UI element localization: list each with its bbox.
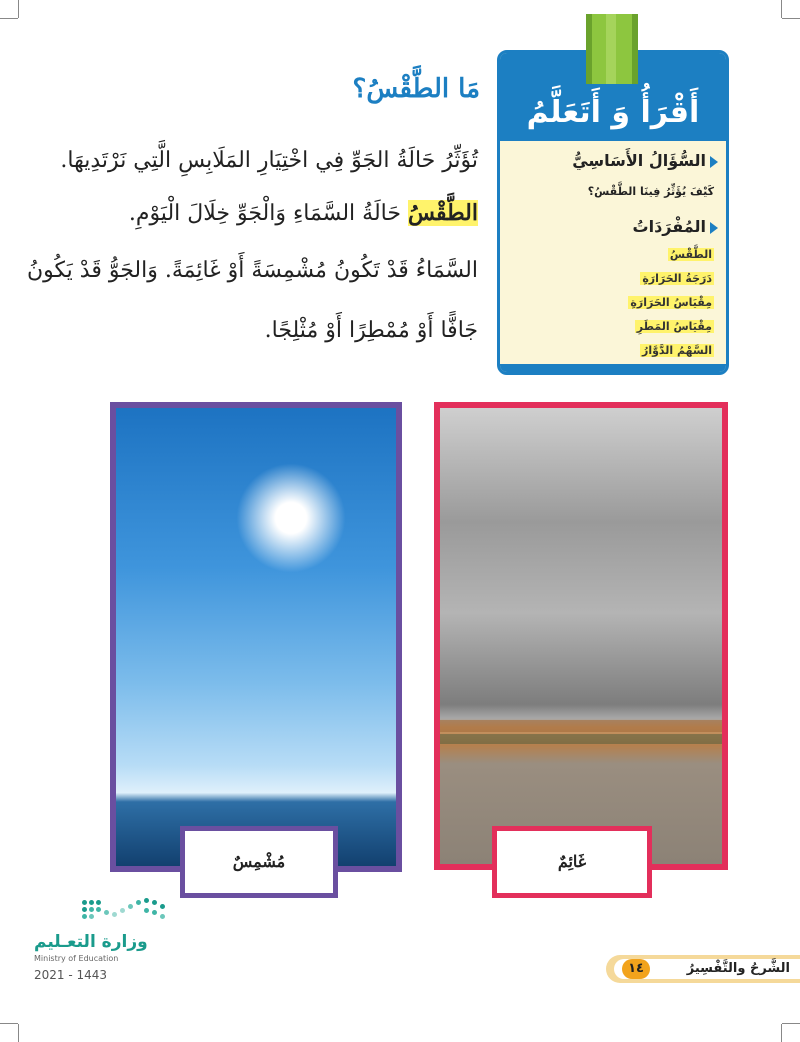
essential-question-text: كَيْفَ يُؤَثِّرُ فِينَا الطَّقْسُ؟ xyxy=(587,185,714,198)
dune-strip xyxy=(440,720,722,732)
sun-icon xyxy=(236,463,346,573)
vocabulary-heading: المُفْرَدَاتُ xyxy=(633,217,718,236)
vocabulary-item: مِقْيَاسُ الحَرَارَةِ xyxy=(630,296,712,309)
read-and-learn-box xyxy=(497,50,729,375)
vocabulary-item: دَرَجَةُ الحَرَارَةِ xyxy=(642,272,712,285)
ministry-name-english: Ministry of Education xyxy=(34,954,119,963)
cloudy-photo xyxy=(434,402,728,870)
academic-year: 2021 - 1443 xyxy=(34,968,108,982)
crop-mark xyxy=(781,1024,782,1042)
page-number: ١٤ xyxy=(622,959,650,979)
triangle-bullet-icon xyxy=(710,156,718,168)
paragraph-line: السَّمَاءُ قَدْ تَكُونُ مُشْمِسَةً أَوْ غَائِمَةً. وَالجَوُّ قَدْ يَكُونُ xyxy=(27,258,478,283)
shrub-strip xyxy=(440,734,722,744)
paragraph-line: تُؤَثِّرُ حَالَةُ الجَوِّ فِي اخْتِيَارِ المَلَابِسِ الَّتِي نَرْتَدِيهَا. xyxy=(60,148,478,173)
definition-line xyxy=(129,200,478,226)
crop-mark xyxy=(0,1023,18,1024)
crop-mark xyxy=(782,1023,800,1024)
essential-question-heading: السُّؤَالُ الأَسَاسِيُّ xyxy=(572,151,718,170)
ministry-name-arabic: وزارة التعـليم xyxy=(34,932,148,952)
vocabulary-item: السَّهْمُ الدَّوَّارُ xyxy=(641,344,712,357)
read-and-learn-title: أَقْرَأُ وَ أَتَعَلَّمُ xyxy=(526,95,700,130)
ministry-logo-icon xyxy=(82,896,172,926)
sunny-label: مُشْمِسٌ xyxy=(180,826,338,898)
highlighted-term: الطَّقْسُ xyxy=(407,200,478,226)
learn-box-bottom-bar xyxy=(500,364,726,372)
crop-mark xyxy=(781,0,782,18)
section-heading: مَا الطَّقْسُ؟ xyxy=(352,74,480,104)
crop-mark xyxy=(18,1024,19,1042)
crop-mark xyxy=(18,0,19,18)
sunny-photo xyxy=(110,402,402,872)
cloudy-label: غَائِمٌ xyxy=(492,826,652,898)
vocabulary-item: مِقْيَاسُ المَطَرِ xyxy=(636,320,712,333)
bookmark-ribbon-icon xyxy=(586,14,638,84)
triangle-bullet-icon xyxy=(710,222,718,234)
vocabulary-item: الطَّقْسُ xyxy=(669,248,712,261)
crop-mark xyxy=(782,18,800,19)
definition-text: حَالَةُ السَّمَاءِ وَالْجَوِّ خِلَالَ الْيَوْمِ. xyxy=(128,201,408,226)
crop-mark xyxy=(0,18,18,19)
book-section-title: الشَّرحُ والتَّفْسِيرُ xyxy=(686,961,790,976)
paragraph-line: جَافًّا أَوْ مُمْطِرًا أَوْ مُثْلِجًا. xyxy=(264,318,478,343)
